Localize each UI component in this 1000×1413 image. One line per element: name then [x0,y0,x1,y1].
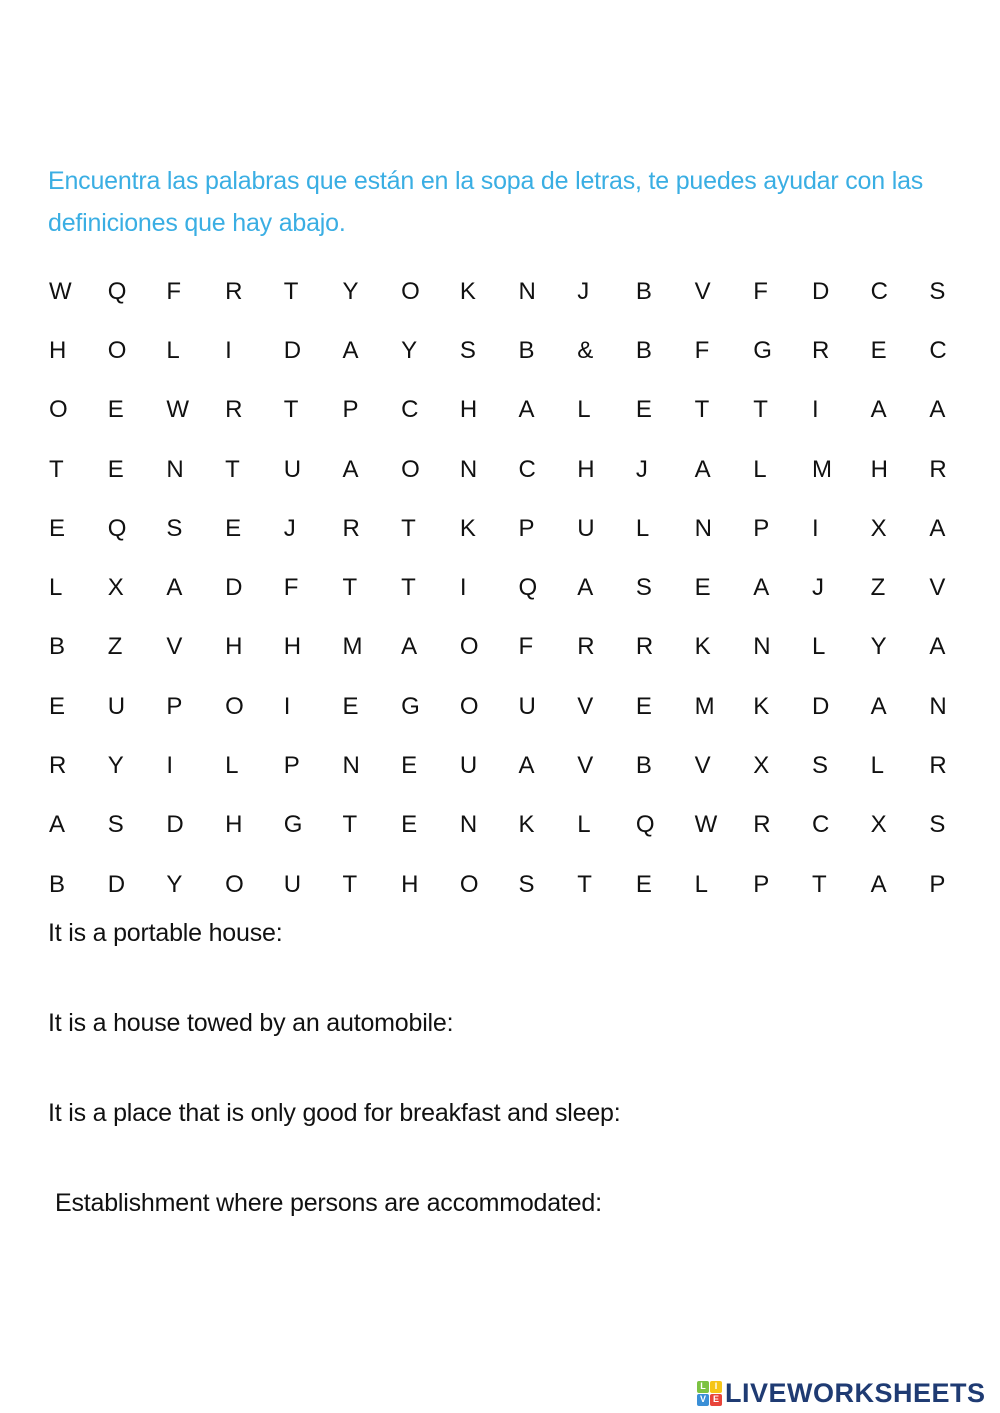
grid-cell[interactable]: M [694,692,715,720]
grid-cell[interactable]: A [870,870,887,898]
grid-cell[interactable]: E [49,692,66,720]
grid-cell[interactable]: T [753,396,768,424]
grid-cell[interactable]: P [283,752,300,780]
grid-cell[interactable]: L [49,574,63,602]
grid-cell[interactable]: J [283,514,296,542]
grid-cell[interactable]: O [459,870,479,898]
grid-row [46,262,985,321]
grid-cell[interactable]: K [753,692,770,720]
definition-item [48,1004,948,1094]
definitions-list [48,914,948,1274]
grid-cell[interactable]: T [577,870,592,898]
grid-cell[interactable]: N [166,455,184,483]
grid-cell[interactable]: Q [107,514,127,542]
grid-cell[interactable]: L [753,455,767,483]
grid-cell[interactable]: I [225,336,232,364]
grid-cell[interactable]: O [225,870,244,898]
grid-cell[interactable]: U [518,692,536,720]
grid-cell[interactable]: A [49,811,66,839]
grid-cell[interactable]: G [283,811,303,839]
grid-cell[interactable]: Y [107,752,124,780]
grid-cell[interactable]: V [577,692,594,720]
grid-cell[interactable]: T [401,514,416,542]
grid-cell[interactable]: A [401,633,418,661]
grid-cell[interactable]: T [49,455,64,483]
answer-input-portable-house[interactable] [289,918,581,950]
grid-cell[interactable]: I [459,574,467,602]
grid-cell[interactable]: T [283,396,299,424]
grid-cell[interactable]: M [342,633,363,661]
grid-cell[interactable]: D [107,870,126,898]
definition-text: It is a place that is only good for breakfast and sleep: [48,1099,621,1127]
definition-item [48,914,948,1004]
grid-cell[interactable]: J [811,574,824,602]
grid-row [46,677,985,736]
grid-cell[interactable]: O [401,455,420,483]
grid-cell[interactable]: Y [401,336,418,364]
grid-cell[interactable]: W [166,396,190,424]
grid-cell[interactable]: H [577,455,595,483]
grid-cell[interactable]: L [166,336,180,364]
definition-item [48,1184,948,1274]
grid-cell[interactable]: H [49,336,67,364]
grid-cell[interactable]: A [577,574,594,602]
grid-cell[interactable]: L [694,870,708,898]
grid-cell[interactable]: T [342,574,358,602]
grid-cell[interactable]: K [459,514,476,542]
definition-text: It is a portable house: [48,919,283,947]
grid-cell[interactable]: R [811,336,830,364]
grid-cell[interactable]: C [401,396,419,424]
grid-cell[interactable]: N [459,455,478,483]
answer-input-breakfast-sleep[interactable] [627,1098,919,1130]
grid-row [46,736,985,795]
grid-cell[interactable]: P [518,514,535,542]
grid-cell[interactable]: Q [635,811,655,839]
grid-cell[interactable]: N [929,692,947,720]
grid-cell[interactable]: A [518,752,535,780]
logo-text: LIVEWORKSHEETS [725,1377,986,1408]
grid-cell[interactable]: A [929,633,946,661]
grid-cell[interactable]: E [225,514,242,542]
grid-cell[interactable]: S [929,277,946,305]
definition-text: Establishment where persons are accommodated: [55,1189,602,1217]
grid-cell[interactable]: L [577,811,591,839]
grid-row [46,381,985,440]
grid-cell[interactable]: T [811,870,827,898]
grid-cell[interactable]: U [107,692,126,720]
grid-cell[interactable]: O [401,277,420,305]
grid-cell[interactable]: E [635,692,652,720]
grid-cell[interactable]: P [342,396,359,424]
grid-cell[interactable]: B [635,277,652,305]
grid-cell[interactable]: B [49,633,66,661]
grid-cell[interactable]: & [577,336,594,364]
grid-cell[interactable]: T [694,396,710,424]
grid-cell[interactable]: S [518,870,535,898]
grid-cell[interactable]: C [929,336,947,364]
grid-cell[interactable]: A [929,396,946,424]
grid-cell[interactable]: K [518,811,535,839]
grid-cell[interactable]: A [694,455,711,483]
grid-cell[interactable]: H [225,633,243,661]
grid-cell[interactable]: E [401,752,418,780]
grid-cell[interactable]: A [342,455,359,483]
grid-cell[interactable]: Y [870,633,887,661]
grid-cell[interactable]: V [694,752,711,780]
grid-cell[interactable]: R [929,752,947,780]
grid-cell[interactable]: R [225,396,243,424]
grid-cell[interactable]: J [635,455,648,483]
grid-cell[interactable]: O [225,692,244,720]
grid-cell[interactable]: E [635,870,652,898]
grid-cell[interactable]: A [929,514,946,542]
grid-cell[interactable]: Z [870,574,886,602]
grid-row [46,499,985,558]
grid-cell[interactable]: Q [107,277,127,305]
grid-cell[interactable]: I [811,396,819,424]
grid-row [46,618,985,677]
grid-cell[interactable]: O [459,633,479,661]
grid-cell[interactable]: D [166,811,184,839]
grid-cell[interactable]: A [166,574,183,602]
grid-cell[interactable]: U [577,514,595,542]
grid-cell[interactable]: F [283,574,299,602]
grid-cell[interactable]: F [753,277,768,305]
grid-cell[interactable]: M [811,455,832,483]
grid-cell[interactable]: S [635,574,652,602]
definition-text: It is a house towed by an automobile: [48,1009,454,1037]
grid-cell[interactable]: C [518,455,536,483]
grid-cell[interactable]: C [811,811,830,839]
grid-cell[interactable]: F [166,277,182,305]
grid-cell[interactable]: D [811,692,830,720]
grid-cell[interactable]: P [753,514,770,542]
grid-cell[interactable]: B [518,336,535,364]
grid-cell[interactable]: X [870,811,887,839]
grid-cell[interactable]: N [694,514,712,542]
grid-cell[interactable]: B [635,752,652,780]
grid-cell[interactable]: O [49,396,68,424]
grid-cell[interactable]: L [870,752,884,780]
grid-cell[interactable]: S [929,811,946,839]
logo-letter-v: V [697,1394,709,1406]
grid-row [46,558,985,617]
grid-cell[interactable]: L [577,396,591,424]
grid-cell[interactable]: S [459,336,476,364]
grid-cell[interactable]: H [870,455,888,483]
grid-cell[interactable]: G [753,336,772,364]
grid-cell[interactable]: I [283,692,291,720]
grid-cell[interactable]: L [635,514,650,542]
grid-cell[interactable]: T [342,870,358,898]
grid-cell[interactable]: O [107,336,127,364]
grid-cell[interactable]: X [107,574,124,602]
grid-cell[interactable]: V [929,574,946,602]
definition-item [48,1094,948,1184]
grid-cell[interactable]: P [166,692,183,720]
grid-cell[interactable]: K [694,633,711,661]
grid-cell[interactable]: T [283,277,299,305]
grid-cell[interactable]: N [753,633,771,661]
logo-letter-i: I [710,1381,722,1393]
grid-cell[interactable]: A [518,396,535,424]
grid-cell[interactable]: R [342,514,360,542]
grid-cell[interactable]: D [225,574,243,602]
grid-cell[interactable]: H [459,396,478,424]
grid-cell[interactable]: L [225,752,239,780]
grid-cell[interactable]: R [753,811,771,839]
grid-cell[interactable]: P [929,870,946,898]
grid-cell[interactable]: D [283,336,302,364]
grid-cell[interactable]: H [283,633,302,661]
grid-cell[interactable]: G [401,692,420,720]
grid-cell[interactable]: E [401,811,418,839]
grid-cell[interactable]: S [166,514,183,542]
grid-cell[interactable]: J [577,277,590,305]
grid-cell[interactable]: V [577,752,594,780]
grid-cell[interactable]: E [342,692,359,720]
answer-input-towed-house[interactable] [460,1008,752,1040]
grid-cell[interactable]: V [694,277,711,305]
grid-cell[interactable]: T [401,574,416,602]
grid-cell[interactable]: K [459,277,476,305]
grid-cell[interactable]: R [225,277,243,305]
grid-cell[interactable]: A [342,336,359,364]
grid-cell[interactable]: C [870,277,888,305]
grid-cell[interactable]: E [107,455,124,483]
grid-cell[interactable]: X [753,752,770,780]
grid-cell[interactable]: F [518,633,534,661]
grid-cell[interactable]: L [811,633,826,661]
grid-cell[interactable]: T [225,455,240,483]
grid-row [46,855,985,914]
grid-cell[interactable]: U [459,752,478,780]
grid-cell[interactable]: I [166,752,174,780]
answer-input-establishment[interactable] [609,1188,901,1220]
grid-cell[interactable]: E [694,574,711,602]
grid-cell[interactable]: Y [342,277,359,305]
live-logo-icon [697,1381,722,1406]
liveworksheets-logo[interactable] [697,1379,986,1407]
logo-letter-l: L [697,1381,709,1393]
grid-cell[interactable]: U [283,455,302,483]
grid-cell[interactable]: Z [107,633,123,661]
grid-cell[interactable]: B [635,336,652,364]
grid-cell[interactable]: E [107,396,124,424]
grid-cell[interactable]: W [694,811,718,839]
grid-cell[interactable]: R [49,752,67,780]
grid-cell[interactable]: Y [166,870,183,898]
grid-cell[interactable]: R [635,633,654,661]
grid-cell[interactable]: H [225,811,243,839]
grid-cell[interactable]: B [49,870,66,898]
grid-row [46,796,985,855]
grid-cell[interactable]: N [518,277,536,305]
grid-cell[interactable]: V [166,633,183,661]
grid-cell[interactable]: A [870,396,887,424]
grid-cell[interactable]: R [577,633,595,661]
instructions-text: Encuentra las palabras que están en la sopa de letras, te puedes ayudar con las definiciones que hay abajo. [48,167,924,237]
grid-cell[interactable]: Q [518,574,538,602]
grid-row [46,440,985,499]
grid-cell[interactable]: X [870,514,887,542]
grid-cell[interactable]: U [283,870,302,898]
grid-cell[interactable]: I [811,514,819,542]
grid-cell[interactable]: S [107,811,124,839]
grid-cell[interactable]: F [694,336,710,364]
grid-cell[interactable]: R [929,455,947,483]
logo-letter-e: E [710,1394,722,1406]
grid-cell[interactable]: A [870,692,887,720]
grid-cell[interactable]: E [49,514,66,542]
grid-cell[interactable]: H [401,870,419,898]
grid-cell[interactable]: P [753,870,770,898]
grid-cell[interactable]: D [811,277,830,305]
grid-row [46,321,985,380]
word-search-grid [46,262,985,914]
grid-cell[interactable]: S [811,752,828,780]
grid-cell[interactable]: O [459,692,479,720]
grid-cell[interactable]: A [753,574,770,602]
grid-cell[interactable]: W [49,277,72,305]
grid-cell[interactable]: T [342,811,358,839]
grid-cell[interactable]: E [870,336,887,364]
grid-cell[interactable]: E [635,396,652,424]
grid-cell[interactable]: N [342,752,360,780]
grid-cell[interactable]: N [459,811,478,839]
